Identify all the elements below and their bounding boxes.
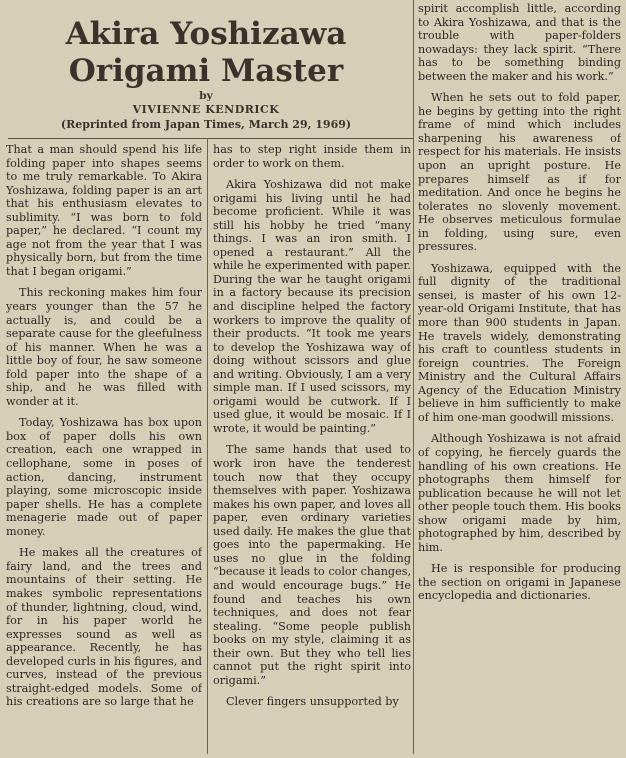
paragraph: When he sets out to fold paper, he begins by getting into the right frame of mind which includes sharpening his awareness of respect for his materials. He insists upon an upright posture. He prepares himself as if for meditation. And once he begins he tolerates no slovenly movement. He observes meticulous formulae in folding, using sure, even pressures.	[418, 91, 621, 254]
paragraph: Although Yoshizawa is not afraid of copying, he fiercely guards the handling of his own creations. He photographs them himself for publication because he will not let other people touch them. His books show origami made by him, photographed by him, described by him.	[418, 432, 621, 554]
paragraph: The same hands that used to work iron have the tenderest touch now that they occupy themselves with paper. Yoshizawa makes his own paper, and loves all paper, even ordinary varieties used daily. He makes the glue that goes into the papermaking. He uses no glue in the folding “because it leads to color changes, and would encourage bugs.” He found and teaches his own techniques, and does not fear stealing. “Some people publish books on my style, claiming it as their own. But they who tell lies cannot put the right spirit into origami.”	[213, 443, 411, 687]
paragraph: Clever fingers unsupported by	[226, 695, 399, 709]
paragraph: He is responsible for producing the section on origami in Japanese encyclopedia and dictionaries.	[418, 562, 621, 603]
paragraph: That a man should spend his life folding paper into shapes seems to me truly remarkable. To Akira Yoshizawa, folding paper is an art that his enthusiasm elevates to sublimity. “I was born to fold paper,” he declared. “I count my age not from the year that I was physically born, but from the time that I began origami.”	[6, 143, 202, 278]
column-rule-1	[207, 138, 208, 754]
column-rule-2	[413, 0, 414, 754]
paragraph: He makes all the creatures of fairy land, and the trees and mountains of their setting. He makes symbolic representations of thunder, lightning, cloud, wind, for in his paper world he expresses sound as well as appearance. Recently, he has developed curls in his figures, and curves, instead of the previous straight-edged models. Some of his creations are so large that he	[6, 546, 202, 709]
article-column-3	[418, 2, 621, 754]
article-column-1	[6, 143, 202, 755]
headline-line-2: Origami Master	[68, 53, 344, 89]
byline: by	[199, 90, 213, 102]
reprint-note: (Reprinted from Japan Times, March 29, 1969)	[60, 118, 352, 131]
article-column-2	[213, 143, 411, 755]
paragraph: Akira Yoshizawa did not make origami his living until he had become proficient. While it was still his hobby he tried “many things. I was an iron smith. I opened a restaurant.” All the while he experimented with paper. During the war he taught origami in a factory because its precision and discipline helped the factory workers to improve the quality of their products. “It took me years to develop the Yoshizawa way of doing without scissors and glue and writing. Obviously, I am a very simple man. If I used scissors, my origami would be cutwork. If I used glue, it would be mosaic. If I wrote, it would be painting.”	[213, 178, 411, 435]
headline-line-1: Akira Yoshizawa	[65, 16, 347, 52]
headline-rule	[8, 138, 413, 139]
paragraph: Today, Yoshizawa has box upon box of paper dolls his own creation, each one wrapped in cellophane, some in poses of action, dancing, instrument playing, some microscopic inside paper shells. He has a complete menagerie made out of paper money.	[6, 416, 202, 538]
author-name: VIVIENNE KENDRICK	[132, 103, 280, 116]
paragraph: has to step right inside them in order to work on them.	[213, 143, 411, 170]
paragraph: spirit accomplish little, according to Akira Yoshizawa, and that is the trouble with paper-folders nowadays: they lack spirit. “There has to be something binding between the maker and his work.”	[418, 2, 621, 83]
paragraph: This reckoning makes him four years younger than the 57 he actually is, and could be a separate cause for the gleefulness of his manner. When he was a little boy of four, he saw someone fold paper into the shape of a ship, and he was filled with wonder at it.	[6, 286, 202, 408]
paragraph: Yoshizawa, equipped with the full dignity of the traditional sensei, is master of his own 12-year-old Origami Institute, that has more than 900 students in Japan. He travels widely, demonstrating his craft to countless students in foreign countries. The Foreign Ministry and the Cultural Affairs Agency of the Education Ministry believe in him sufficiently to make of him one-man goodwill missions.	[418, 261, 621, 424]
